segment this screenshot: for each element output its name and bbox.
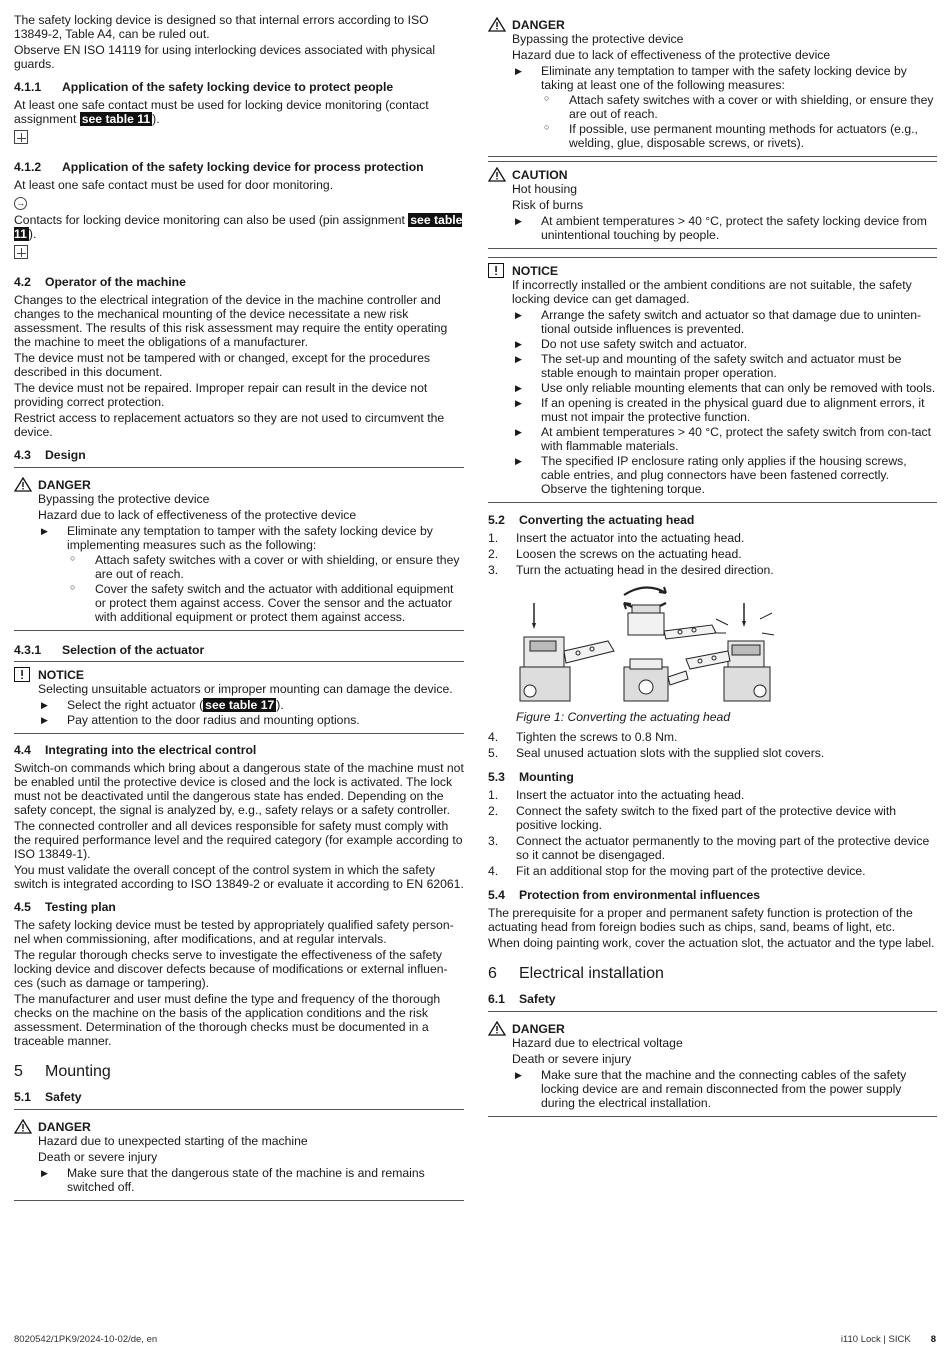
table-17-link[interactable]: see table 17: [205, 698, 275, 712]
list-item: [512, 1068, 937, 1110]
step-item: [488, 563, 937, 577]
danger-label: DANGER: [512, 1021, 565, 1036]
text: Select the right actuator (: [67, 698, 204, 712]
heading-title: Mounting: [45, 1063, 111, 1080]
para-4-2-1: Changes to the electrical integration of the device in the machine controller and changes to the mechanical mounting of the device necessitate a new risk assessment. The results of this risk assessment may require the entity operating the machine to meet the obligations of a manufacturer.: [14, 293, 448, 349]
step-number: 4.: [488, 864, 499, 878]
step-text: Loosen the screws on the actuating head.: [516, 547, 742, 561]
step-item: [488, 746, 937, 760]
danger-label: DANGER: [38, 1119, 91, 1134]
text: Contacts for locking device monitoring can also be used (pin assignment: [14, 213, 409, 227]
step-number: 4.: [488, 730, 499, 744]
para-4-4-3: You must validate the overall concept of the control system in which the safety switch is integrated according to ISO 13849-2 or evaluate it according to EN 62061.: [14, 863, 464, 891]
heading-title: Operator of the machine: [45, 275, 186, 289]
list-item-text: Pay attention to the door radius and mounting options.: [67, 713, 360, 727]
danger-line-2: Death or severe injury: [512, 1052, 632, 1066]
triangle-right-icon: ▶: [41, 715, 48, 725]
step-number: 5.: [488, 746, 499, 760]
warning-triangle-icon: [488, 17, 512, 32]
step-text: Tighten the screws to 0.8 Nm.: [516, 730, 678, 744]
circle-icon: ○: [70, 553, 76, 563]
sub-list-item-text: Attach safety switches with a cover or with shielding, or ensure they are out of reach.: [569, 93, 934, 121]
list-item-text: [67, 698, 464, 712]
text: ).: [152, 112, 160, 126]
heading-5-4: [488, 888, 937, 902]
actuating-head-illustration: [516, 581, 776, 707]
para-4-5-1: The safety locking device must be tested by appropriately qualified safety person-nel when commissioning, after modifications, and at regular intervals.: [14, 918, 454, 946]
list-item: [38, 524, 464, 552]
list-item: [512, 352, 937, 380]
heading-number: 4.5: [14, 900, 31, 914]
footer-right: [841, 1333, 936, 1347]
list-item: [38, 1166, 464, 1194]
step-item: [488, 547, 937, 561]
triangle-right-icon: ▶: [515, 427, 522, 437]
heading-title: Safety: [45, 1090, 82, 1104]
heading-title: Testing plan: [45, 900, 116, 914]
triangle-right-icon: ▶: [41, 1168, 48, 1178]
step-text: Insert the actuator into the actuating head.: [516, 788, 745, 802]
step-number: 1.: [488, 788, 499, 802]
sub-list-item: [541, 93, 937, 121]
notice-header: [488, 263, 937, 278]
list-item: [512, 396, 937, 424]
heading-4-1-1: [14, 80, 464, 94]
step-text: Connect the safety switch to the fixed part of the protective device with positive locking.: [516, 804, 897, 832]
sub-list-item: [67, 553, 464, 581]
heading-4-4: [14, 743, 464, 757]
table-11-link[interactable]: see table 11: [14, 213, 463, 241]
step-number: 1.: [488, 531, 499, 545]
triangle-right-icon: ▶: [515, 66, 522, 76]
heading-number: 5.4: [488, 888, 505, 902]
triangle-right-icon: ▶: [515, 339, 522, 349]
step-item: [488, 804, 937, 832]
list-item: [512, 308, 937, 336]
heading-number: 5.3: [488, 770, 505, 784]
triangle-right-icon: ▶: [515, 310, 522, 320]
list-item: [512, 425, 937, 453]
list-item-text: Make sure that the dangerous state of the machine is and remains switched off.: [67, 1166, 425, 1194]
circle-icon: ○: [544, 122, 550, 132]
step-text: Connect the actuator permanently to the moving part of the protective device so it cannot be disengaged.: [516, 834, 930, 862]
step-text: Insert the actuator into the actuating head.: [516, 531, 745, 545]
danger-box-electrical: [488, 1016, 937, 1117]
table-11-link[interactable]: see table 11: [81, 112, 151, 126]
danger-box-mounting: [14, 1114, 464, 1201]
step-item: [488, 864, 937, 878]
step-text: Seal unused actuation slots with the supplied slot covers.: [516, 746, 825, 760]
triangle-right-icon: ▶: [41, 700, 48, 710]
step-number: 2.: [488, 804, 499, 818]
para-5-4-2: When doing painting work, cover the actuation slot, the actuator and the type label.: [488, 936, 935, 950]
caution-header: [488, 167, 937, 182]
heading-title: Safety: [519, 992, 556, 1006]
triangle-right-icon: ▶: [515, 398, 522, 408]
heading-title: Application of the safety locking device for process protection: [62, 160, 424, 174]
heading-title: Application of the safety locking device to protect people: [62, 80, 394, 94]
para-5-4-1: The prerequisite for a proper and permanent safety function is protection of the actuating head from foreign bodies such as chips, sand, beams of light, etc.: [488, 906, 913, 934]
heading-4-5: [14, 900, 464, 914]
warning-triangle-icon: [488, 1021, 512, 1036]
heading-5: [14, 1062, 464, 1081]
notice-box-actuator: [14, 661, 464, 734]
list-item-text: Use only reliable mounting elements that can only be removed with tools.: [541, 381, 936, 395]
heading-number: 5: [14, 1063, 23, 1080]
footer-product: i110 Lock | SICK: [840, 1334, 911, 1345]
step-text: Turn the actuating head in the desired direction.: [516, 563, 774, 577]
caution-line-1: Hot housing: [512, 182, 578, 196]
heading-5-3: [488, 770, 937, 784]
notice-label: NOTICE: [38, 667, 85, 682]
step-item: [488, 531, 937, 545]
heading-title: Converting the actuating head: [519, 513, 695, 527]
step-number: 3.: [488, 834, 499, 848]
danger-header: [14, 1119, 464, 1134]
danger-header: [488, 1021, 937, 1036]
triangle-right-icon: ▶: [515, 383, 522, 393]
heading-number: 6: [488, 965, 497, 982]
right-column: [488, 13, 937, 1121]
caution-line-2: Risk of burns: [512, 198, 584, 212]
heading-title: Electrical installation: [519, 965, 664, 982]
sub-list-item: [67, 582, 464, 624]
heading-4-3: [14, 448, 464, 468]
para-4-1-1: [14, 98, 464, 126]
list-item: [38, 713, 464, 727]
triangle-right-icon: ▶: [515, 456, 522, 466]
danger-header: [14, 477, 464, 492]
para-4-5-2: The regular thorough checks serve to investigate the effectiveness of the safety locking device and discover defects because of modifications or external influen-ces (such as damage or tampering).: [14, 948, 448, 990]
danger-header: [488, 17, 937, 32]
danger-box-design: [14, 472, 464, 631]
danger-line-1: Hazard due to electrical voltage: [512, 1036, 683, 1050]
heading-4-3-1: [14, 643, 464, 657]
heading-title: Design: [45, 448, 86, 462]
step-text: Fit an additional stop for the moving part of the protective device.: [516, 864, 866, 878]
sub-list-item-text: Attach safety switches with a cover or with shielding, or ensure they are out of reach.: [95, 553, 460, 581]
heading-number: 4.1.2: [14, 160, 42, 174]
triangle-right-icon: ▶: [41, 526, 48, 536]
pin-assignment-icon: [14, 130, 28, 144]
sub-list-item: [541, 122, 937, 150]
danger-line-2: Hazard due to lack of effectiveness of the protective device: [38, 508, 357, 522]
sub-list-item-text: If possible, use permanent mounting methods for actuators (e.g., welding, glue, disposable screws, or rivets).: [569, 122, 918, 150]
notice-line: Selecting unsuitable actuators or improper mounting can damage the device.: [38, 682, 453, 696]
triangle-right-icon: ▶: [515, 1070, 522, 1080]
footer-doc-id: 8020542/1PK9/2024-10-02/de, en: [14, 1334, 158, 1345]
para-4-4-1: Switch-on commands which bring about a dangerous state of the machine must not be enabled until the protective device is closed and the lock is activated. The lock must not be deactivated until the dangerous state has ended. Depending on the safety concept, the signal is analyzed by, e.g., safety relays or a safety controller.: [14, 761, 464, 817]
danger-line-1: Bypassing the protective device: [38, 492, 210, 506]
text: ).: [276, 698, 284, 712]
step-number: 2.: [488, 547, 499, 561]
intro-para-2: Observe EN ISO 14119 for using interlocking devices associated with physical guards.: [14, 43, 436, 71]
heading-number: 4.4: [14, 743, 31, 757]
list-item: [512, 214, 937, 242]
para-4-2-3: The device must not be repaired. Improper repair can result in the device not providing correct protection.: [14, 381, 428, 409]
list-item: [512, 64, 937, 92]
exclamation-box-icon: [14, 667, 38, 682]
circle-icon: ○: [70, 582, 76, 592]
notice-label: NOTICE: [512, 263, 559, 278]
list-item-text: Eliminate any temptation to tamper with the safety locking device by taking at least one of the following measures:: [541, 64, 907, 92]
heading-4-1-2: [14, 160, 464, 174]
heading-title: Selection of the actuator: [62, 643, 205, 657]
danger-line-1: Hazard due to unexpected starting of the machine: [38, 1134, 308, 1148]
caution-label: CAUTION: [512, 167, 568, 182]
list-item-text: At ambient temperatures > 40 °C, protect the safety switch from con-tact with flammable materials.: [541, 425, 931, 453]
list-item: [38, 698, 464, 712]
para-4-2-4: Restrict access to replacement actuators so they are not used to circumvent the device.: [14, 411, 445, 439]
notice-box-installation: [488, 257, 937, 503]
heading-6: [488, 964, 937, 983]
list-item-text: The set-up and mounting of the safety switch and actuator must be stable enough to maintain proper operation.: [541, 352, 902, 380]
notice-header: [14, 667, 464, 682]
para-4-5-3: The manufacturer and user must define the type and frequency of the thorough checks on the machine on the basis of the application conditions and the risk assessment. Determination of the thorough checks must be documented in a traceable manner.: [14, 992, 441, 1048]
notice-body: [488, 278, 937, 496]
heading-6-1: [488, 992, 937, 1012]
intro-para-1: The safety locking device is designed so that internal errors according to ISO 13849-2, Table A4, can be ruled out.: [14, 13, 429, 41]
list-item-text: Arrange the safety switch and actuator so that damage due to uninten-tional outside influences is prevented.: [541, 308, 922, 336]
exclamation-box-icon: [488, 263, 512, 278]
step-number: 3.: [488, 563, 499, 577]
danger-label: DANGER: [38, 477, 91, 492]
list-item-text: If an opening is created in the physical guard due to alignment errors, it must not impair the protective function.: [541, 396, 925, 424]
list-item-text: Eliminate any temptation to tamper with the safety locking device by implementing measures such as the following:: [67, 524, 433, 552]
list-item: [512, 381, 937, 395]
heading-number: 5.1: [14, 1090, 31, 1104]
heading-number: 4.3.1: [14, 643, 42, 657]
para-4-1-2-a: At least one safe contact must be used for door monitoring.: [14, 178, 334, 192]
page-number: 8: [930, 1334, 936, 1345]
heading-5-2: [488, 513, 937, 527]
text: At least one safe contact must be used for locking device monitoring (contact assignment: [14, 98, 429, 126]
notice-line: If incorrectly installed or the ambient conditions are not suitable, the safety locking device can get damaged.: [512, 278, 912, 306]
warning-triangle-icon: [14, 1119, 38, 1134]
heading-number: 4.2: [14, 275, 31, 289]
door-monitoring-icon: →: [16, 198, 25, 208]
heading-title: Integrating into the electrical control: [45, 743, 257, 757]
warning-triangle-icon: [488, 167, 512, 182]
heading-title: Mounting: [519, 770, 574, 784]
para-4-1-2-b: [14, 213, 464, 241]
step-item: [488, 788, 937, 802]
heading-5-1: [14, 1090, 464, 1110]
step-item: [488, 834, 937, 862]
heading-number: 4.3: [14, 448, 31, 462]
danger-line-2: Death or severe injury: [38, 1150, 158, 1164]
triangle-right-icon: ▶: [515, 216, 522, 226]
danger-box-bypass: [488, 13, 937, 157]
pin-assignment-icon: [14, 245, 28, 259]
heading-number: 6.1: [488, 992, 505, 1006]
left-column: [14, 13, 464, 1205]
heading-number: 4.1.1: [14, 80, 42, 94]
list-item-text: At ambient temperatures > 40 °C, protect the safety locking device from unintentional touching by people.: [541, 214, 927, 242]
heading-4-2: [14, 275, 464, 289]
list-item: [512, 454, 937, 496]
heading-number: 5.2: [488, 513, 505, 527]
para-4-2-2: The device must not be tampered with or changed, except for the procedures described in this document.: [14, 351, 430, 379]
list-item-text: The specified IP enclosure rating only applies if the housing screws, cable entries, and plug connectors have been fastened correctly. Observe the tightening torque.: [541, 454, 907, 496]
warning-triangle-icon: [14, 477, 38, 492]
text: ).: [28, 227, 37, 241]
circle-icon: ○: [544, 93, 550, 103]
para-4-4-2: The connected controller and all devices responsible for safety must comply with the required performance level and the required category (for example according to ISO 13849-1).: [14, 819, 463, 861]
step-item: [488, 730, 937, 744]
danger-label: DANGER: [512, 17, 565, 32]
list-item-text: Do not use safety switch and actuator.: [541, 337, 747, 351]
danger-line-1: Bypassing the protective device: [512, 32, 684, 46]
heading-title: Protection from environmental influences: [519, 888, 761, 902]
figure-actuating-head: [488, 581, 937, 710]
figure-caption: Figure 1: Converting the actuating head: [516, 710, 731, 724]
triangle-right-icon: ▶: [515, 354, 522, 364]
list-item: [512, 337, 937, 351]
caution-box: [488, 161, 937, 249]
list-item-text: Make sure that the machine and the connecting cables of the safety locking device are and remain disconnected from the power supply during the electrical installation.: [541, 1068, 907, 1110]
danger-line-2: Hazard due to lack of effectiveness of the protective device: [512, 48, 831, 62]
sub-list-item-text: Cover the safety switch and the actuator with additional equipment or protect them against access. Cover the sensor and the actuator with additional equipment or protect them against access.: [95, 582, 454, 624]
